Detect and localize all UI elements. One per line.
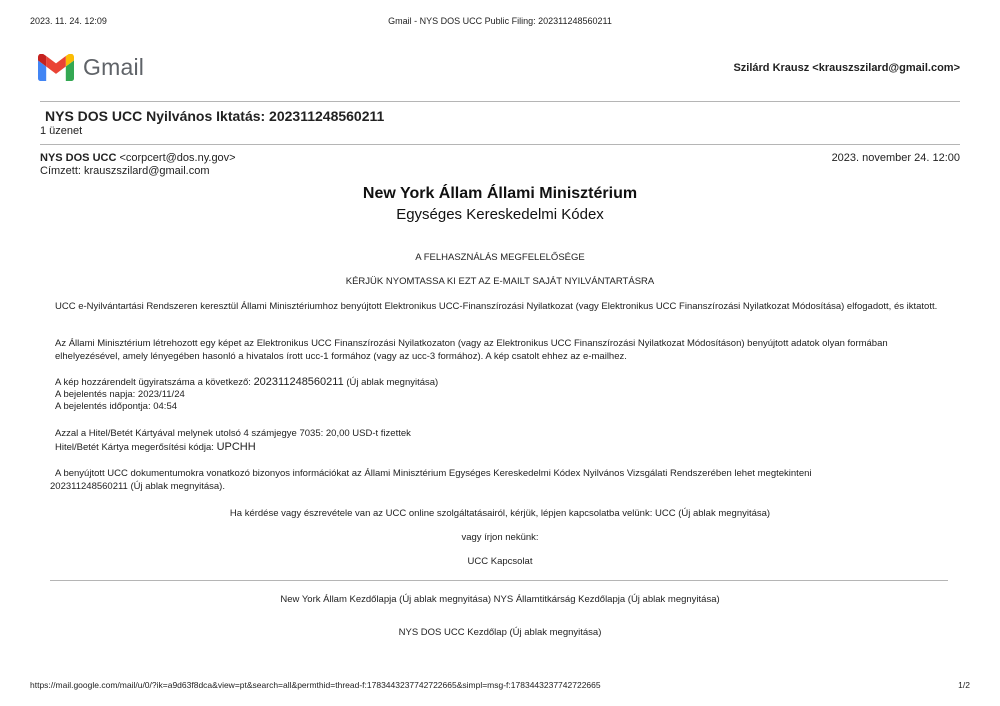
search-text: A benyújtott UCC dokumentumokra vonatkozó bizonyos információkat az Állami Minisztérium Egységes Kereskedelmi Kódex Nyilvános Vizsgálati Rendszerében lehet megtekinteni: [55, 468, 812, 479]
file-number-link[interactable]: (Új ablak megnyitása): [343, 377, 439, 388]
search-number-link[interactable]: 202311248560211 (Új ablak megnyitása).: [50, 481, 225, 492]
sender: [40, 152, 236, 164]
auth-line: [55, 441, 256, 454]
message-date: 2023. november 24. 12:00: [831, 152, 960, 164]
contact-line[interactable]: Ha kérdése vagy észrevétele van az UCC online szolgáltatásairól, kérjük, lépjen kapcsolatba velünk: UCC (Új ablak megnyitása): [229, 508, 771, 519]
gmail-m-icon: [38, 54, 74, 81]
body-subheading: Egységes Kereskedelmi Kódex: [396, 206, 604, 223]
file-number-line: [55, 376, 438, 389]
payment-line: Azzal a Hitel/Betét Kártyával melynek utolsó 4 számjegye 7035: 20,00 USD-t fizettek: [55, 428, 411, 439]
divider: [40, 144, 960, 145]
filing-time: A bejelentés időpontja: 04:54: [55, 401, 178, 412]
ack-title: A FELHASZNÁLÁS MEGFELELŐSÉGE: [415, 252, 585, 263]
gmail-logo[interactable]: [38, 53, 144, 81]
divider: [40, 101, 960, 102]
dos-home-link[interactable]: NYS DOS UCC Kezdőlap (Új ablak megnyitása): [398, 627, 602, 638]
page-number: 1/2: [958, 680, 970, 690]
account-label: Szilárd Krausz <krauszszilard@gmail.com>: [733, 62, 960, 74]
contact-name: UCC Kapcsolat: [467, 556, 533, 567]
paragraph-image: Az Állami Minisztérium létrehozott egy képet az Elektronikus UCC Finanszírozási Nyilatkozaton (vagy az Elektronikus UCC Finanszírozási Nyilatkozat Módosításon) benyújtott adatok olyan formában elhelyezésével, amely lényegében hasonló a hivatalos írott ucc-1 formához (vagy az ucc-3 formához). A kép csatolt ehhez az e-mailhez.: [55, 338, 888, 362]
sender-name: NYS DOS UCC: [40, 152, 117, 164]
auth-code: UPCHH: [216, 441, 256, 453]
print-note: KÉRJÜK NYOMTASSA KI EZT AZ E-MAILT SAJÁT NYILVÁNTARTÁSRA: [345, 276, 655, 287]
footer-links[interactable]: New York Állam Kezdőlapja (Új ablak megnyitása) NYS Államtitkárság Kezdőlapja (Új ablak megnyitása): [280, 594, 720, 605]
write-to: vagy írjon nekünk:: [461, 532, 539, 543]
paragraph-accepted: UCC e-Nyilvántartási Rendszeren keresztül Állami Minisztériumhoz benyújtott Elektronikus UCC-Finanszírozási Nyilatkozat (vagy Elektronikus UCC Finanszírozási Nyilatkozat Módosítása) elfogadott, és iktatott.: [55, 301, 938, 312]
file-number: 202311248560211: [253, 376, 344, 388]
print-date: 2023. 11. 24. 12:09: [30, 16, 107, 26]
file-number-label: A kép hozzárendelt ügyiratszáma a következő:: [55, 377, 254, 388]
message-count: 1 üzenet: [40, 125, 83, 137]
recipient: Címzett: krauszszilard@gmail.com: [40, 165, 210, 177]
body-heading: New York Állam Állami Minisztérium: [362, 185, 638, 202]
print-title: Gmail - NYS DOS UCC Public Filing: 202311248560211: [388, 16, 612, 26]
thread-subject: NYS DOS UCC Nyilvános Iktatás: 202311248560211: [45, 108, 385, 124]
divider: [50, 580, 948, 581]
sender-email: <corpcert@dos.ny.gov>: [119, 152, 236, 164]
gmail-wordmark: Gmail: [83, 53, 145, 80]
filing-date: A bejelentés napja: 2023/11/24: [55, 389, 185, 400]
print-url: https://mail.google.com/mail/u/0/?ik=a9d63f8dca&view=pt&search=all&permthid=thread-f:1783443237742722665&simpl=msg-f:1783443237742722665: [30, 680, 601, 690]
auth-label: Hitel/Betét Kártya megerősítési kódja:: [55, 442, 217, 453]
